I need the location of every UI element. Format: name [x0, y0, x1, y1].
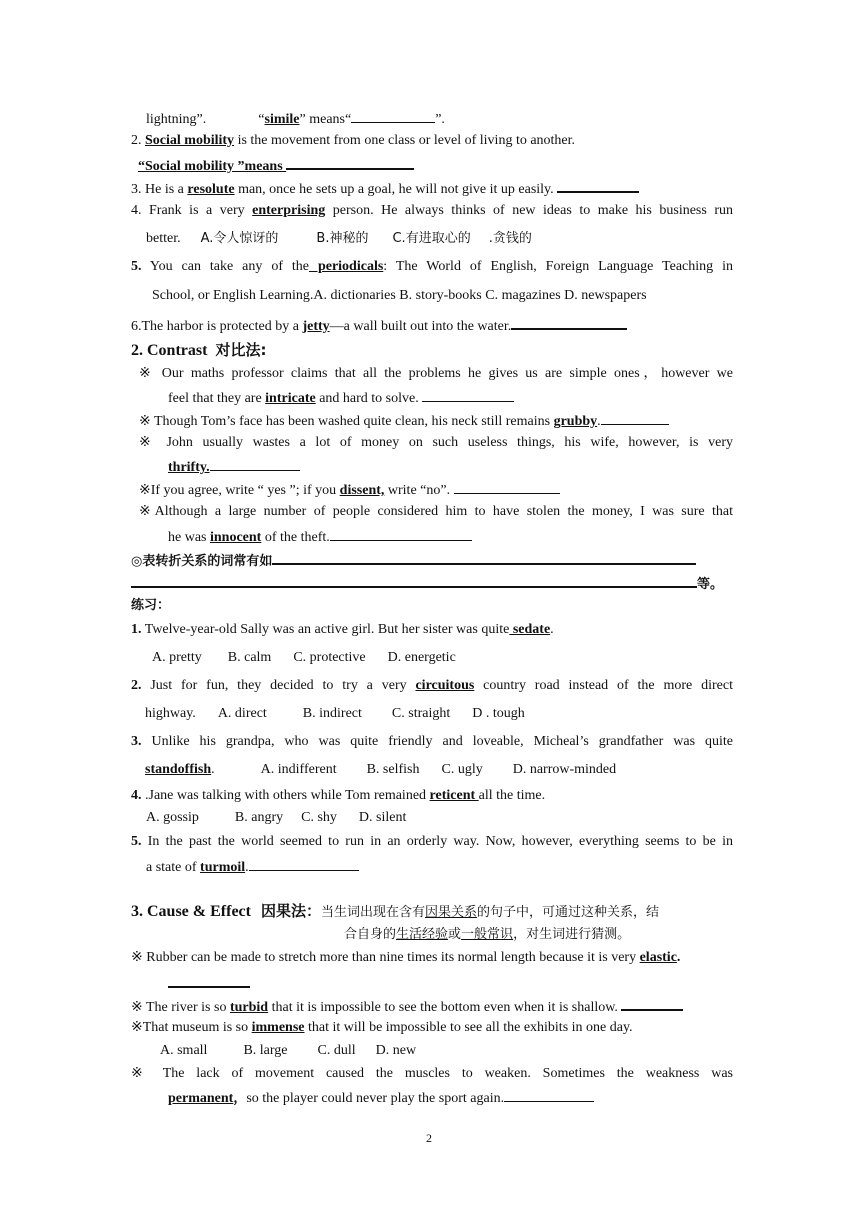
- exercise-4-options: better. A.令人惊讶的 B.神秘的 C.有进取心的 .贪钱的: [146, 231, 532, 246]
- transition-words-note: ◎表转折关系的词常有如: [131, 549, 696, 572]
- term-innocent: innocent: [210, 530, 262, 545]
- practice-question-2-options: highway. A. direct B. indirect C. straight D . tough: [145, 706, 525, 721]
- exercise-2-prompt: “Social mobility ”means: [138, 154, 414, 177]
- answer-blank[interactable]: [351, 108, 435, 123]
- term-turmoil: turmoil: [200, 860, 246, 875]
- term-immense: immense: [251, 1020, 305, 1035]
- cause-item-2: ※ The river is so turbid that it is impossible to see the bottom even when it is shallow.: [131, 995, 683, 1018]
- exercise-5: 5. You can take any of the periodicals: The World of English, Foreign Language Teaching in: [131, 259, 733, 274]
- contrast-item-2: ※ Though Tom’s face has been washed quite clean, his neck still remains grubby.: [139, 410, 669, 432]
- answer-blank[interactable]: [422, 387, 514, 402]
- cause-item-4-cont: permanent，so the player could never play the sport again.: [168, 1087, 594, 1109]
- exercise-3: 3. He is a resolute man, once he sets up a goal, he will not give it up easily.: [131, 177, 639, 200]
- contrast-item-4: ※If you agree, write “ yes ”; if you dissent, write “no”.: [139, 479, 560, 501]
- answer-blank[interactable]: [557, 177, 639, 193]
- practice-question-3-cont: standoffish. A. indifferent B. selfish C. ugly D. narrow-minded: [145, 762, 617, 777]
- contrast-item-1-cont: feel that they are intricate and hard to solve.: [168, 387, 514, 409]
- term-jetty: jetty: [302, 319, 330, 334]
- term-reticent: reticent: [429, 788, 479, 803]
- practice-question-4: 4. .Jane was talking with others while Tom remained reticent all the time.: [131, 788, 546, 803]
- answer-blank[interactable]: [621, 995, 683, 1011]
- exercise-4: 4. Frank is a very enterprising person. He always thinks of new ideas to make his business run: [131, 203, 733, 218]
- practice-label: 练习：: [131, 598, 171, 613]
- cause-item-1-blank: [168, 972, 250, 995]
- term-turbid: turbid: [229, 1000, 269, 1015]
- page-number: 2: [426, 1131, 432, 1145]
- answer-blank[interactable]: [168, 972, 250, 988]
- contrast-item-3: ※ John usually wastes a lot of money on such useless things, his wife, however, is very: [139, 435, 733, 450]
- cause-effect-desc-cont: 合自身的生活经验或一般常识，对生词进行猜测。: [344, 927, 631, 942]
- answer-blank[interactable]: [330, 526, 472, 541]
- practice-question-1-options: A. pretty B. calm C. protective D. energetic: [152, 650, 456, 665]
- practice-question-4-options: A. gossip B. angry C. shy D. silent: [146, 810, 407, 825]
- answer-blank[interactable]: [131, 572, 697, 588]
- term-resolute: resolute: [187, 182, 235, 197]
- exercise-5-options: School, or English Learning.A. dictionaries B. story-books C. magazines D. newspapers: [152, 288, 647, 303]
- transition-words-note-cont: 等。: [131, 572, 723, 595]
- term-sedate: sedate: [509, 622, 551, 637]
- term-standoffish: standoffish: [145, 762, 212, 777]
- answer-blank[interactable]: [504, 1087, 594, 1102]
- cause-item-3-options: A. small B. large C. dull D. new: [160, 1043, 417, 1058]
- practice-question-1: 1. Twelve-year-old Sally was an active girl. But her sister was quite sedate.: [131, 622, 554, 637]
- answer-blank[interactable]: [210, 456, 300, 471]
- term-intricate: intricate: [265, 391, 316, 406]
- answer-blank[interactable]: [286, 154, 414, 170]
- section-heading-contrast: 2. Contrast 对比法:: [131, 341, 267, 359]
- practice-question-3: 3. Unlike his grandpa, who was quite friendly and loveable, Micheal’s grandfather was quite: [131, 734, 733, 749]
- term-periodicals: periodicals: [309, 259, 384, 274]
- cause-item-4: ※ The lack of movement caused the muscles to weaken. Sometimes the weakness was: [131, 1066, 733, 1081]
- answer-blank[interactable]: [272, 549, 696, 565]
- term-permanent: permanent: [168, 1091, 234, 1106]
- term-grubby: grubby: [553, 414, 598, 429]
- term-social-mobility: Social mobility: [145, 133, 235, 148]
- practice-question-2: 2. Just for fun, they decided to try a very circuitous country road instead of the more direct: [131, 678, 733, 693]
- term-elastic: elastic: [639, 950, 677, 965]
- exercise-2: 2. Social mobility is the movement from one class or level of living to another.: [131, 133, 576, 148]
- term-enterprising: enterprising: [252, 203, 326, 218]
- answer-blank[interactable]: [249, 856, 359, 871]
- cause-item-1: ※ Rubber can be made to stretch more than nine times its normal length because it is very elastic.: [131, 950, 681, 965]
- section-heading-cause-effect: 3. Cause & Effect 因果法：当生词出现在含有因果关系的句子中，可通过这种关系，结: [131, 902, 660, 920]
- contrast-item-1: ※ Our maths professor claims that all the problems he gives us are simple ones，however we: [139, 366, 733, 381]
- contrast-item-5: ※Although a large number of people considered him to have stolen the money, I was sure that: [139, 504, 733, 519]
- term-thrifty: thrifty.: [168, 460, 210, 475]
- answer-blank[interactable]: [601, 410, 669, 425]
- cause-item-3: ※That museum is so immense that it will be impossible to see all the exhibits in one day.: [131, 1020, 633, 1035]
- term-circuitous: circuitous: [415, 678, 475, 693]
- practice-question-5-cont: a state of turmoil.: [146, 856, 359, 878]
- term-simile: simile: [264, 112, 300, 127]
- term-dissent: dissent,: [339, 483, 385, 498]
- intro-line: lightning”. “simile” means“ ”.: [146, 108, 445, 130]
- exercise-6: 6.The harbor is protected by a jetty—a wall built out into the water.: [131, 314, 627, 337]
- answer-blank[interactable]: [454, 479, 560, 494]
- answer-blank[interactable]: [511, 314, 627, 330]
- contrast-item-5-cont: he was innocent of the theft.: [168, 526, 472, 548]
- contrast-item-3-cont: [168, 456, 300, 478]
- practice-question-5: 5. In the past the world seemed to run in an orderly way. Now, however, everything seems to be in: [131, 834, 733, 849]
